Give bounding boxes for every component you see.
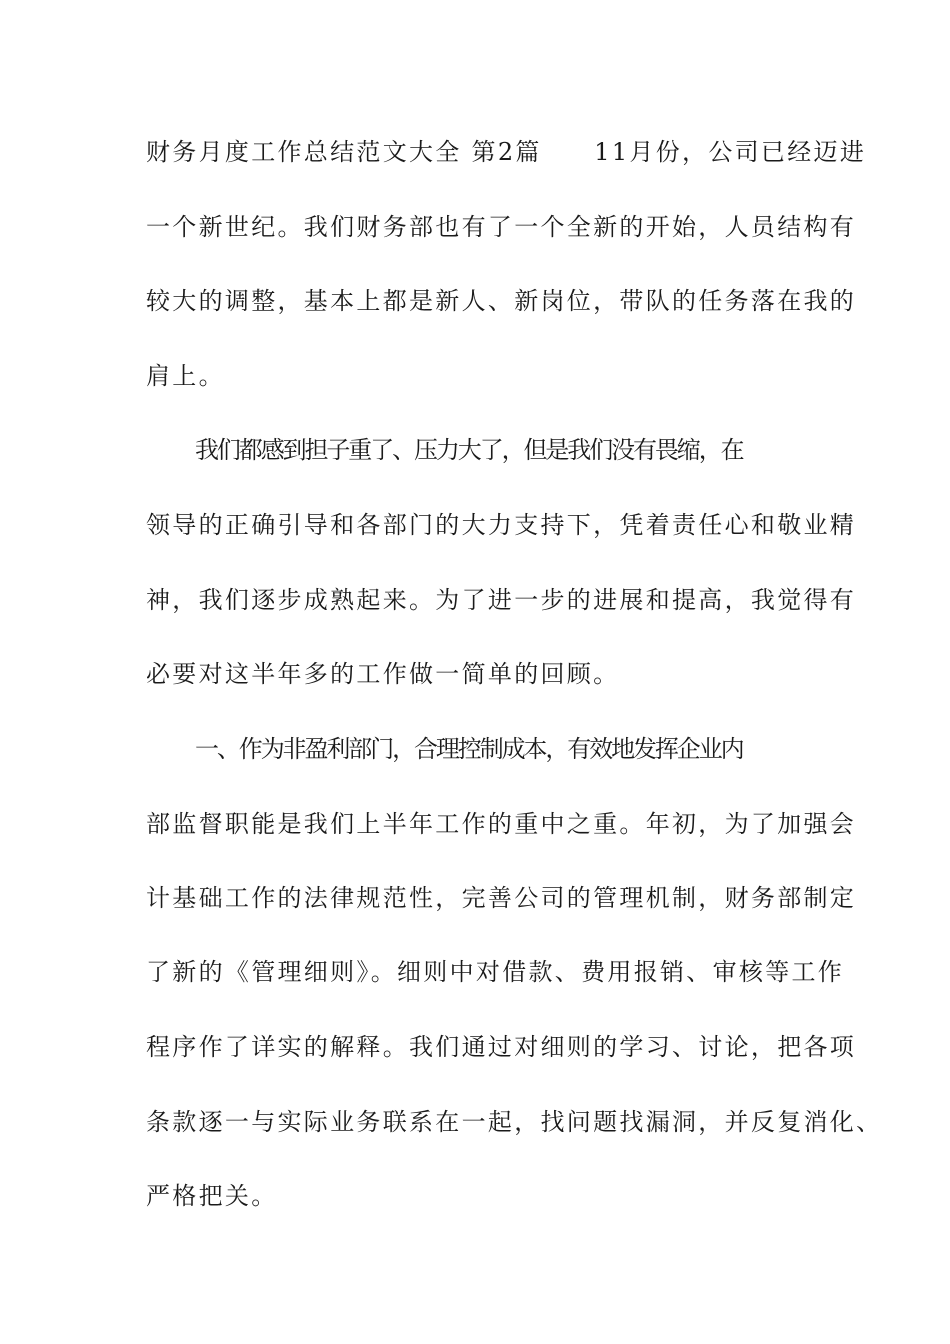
text-line-5: 我们都感到担子重了、压力大了，但是我们没有畏缩，在 [195,436,743,464]
text-line-4: 肩上。 [146,362,225,390]
text-line-15: 严格把关。 [146,1182,278,1210]
text-line-14: 条款逐一与实际业务联系在一起，找问题找漏洞，并反复消化、 [146,1108,883,1136]
text-line-7: 神，我们逐步成熟起来。为了进一步的进展和提高，我觉得有 [146,586,857,614]
text-line-8: 必要对这半年多的工作做一简单的回顾。 [146,660,620,688]
text-line-3: 较大的调整，基本上都是新人、新岗位，带队的任务落在我的 [146,287,857,315]
text-line-1: 财务月度工作总结范文大全 第2篇 11月份，公司已经迈进 [146,138,867,166]
text-line-12: 了新的《管理细则》。细则中对借款、费用报销、审核等工作 [146,958,845,986]
text-line-9: 一、作为非盈利部门，合理控制成本，有效地发挥企业内 [195,735,743,763]
text-line-11: 计基础工作的法律规范性，完善公司的管理机制，财务部制定 [146,884,857,912]
text-line-13: 程序作了详实的解释。我们通过对细则的学习、讨论，把各项 [146,1033,857,1061]
text-line-6: 领导的正确引导和各部门的大力支持下，凭着责任心和敬业精 [146,511,857,539]
text-line-10: 部监督职能是我们上半年工作的重中之重。年初，为了加强会 [146,810,857,838]
text-line-2: 一个新世纪。我们财务部也有了一个全新的开始，人员结构有 [146,213,857,241]
